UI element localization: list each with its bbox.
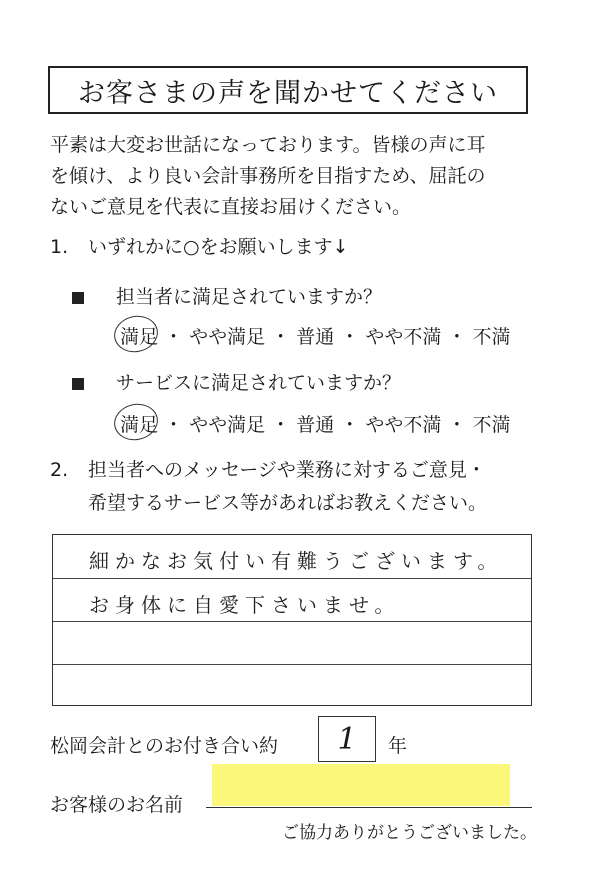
name-field[interactable] xyxy=(212,764,510,806)
name-label: お客様のお名前 xyxy=(50,794,184,816)
question-2-text-line2: 希望するサービス等があればお教えください。 xyxy=(88,492,488,514)
option-neutral[interactable]: 普通 xyxy=(296,414,335,436)
message-box[interactable] xyxy=(52,534,532,706)
intro-text xyxy=(50,130,550,223)
question-1b-options: 満足 ・ やや満足 ・ 普通 ・ やや不満 ・ 不満 xyxy=(120,414,511,436)
ruled-line xyxy=(53,578,531,579)
ruled-line xyxy=(53,664,531,665)
option-somewhat-dissatisfied[interactable]: やや不満 xyxy=(365,414,442,436)
square-bullet-icon xyxy=(72,378,84,390)
question-1-number: 1. xyxy=(50,236,69,258)
option-somewhat-satisfied[interactable]: やや満足 xyxy=(189,326,266,348)
years-unit: 年 xyxy=(388,735,408,757)
option-satisfied[interactable]: 満足 xyxy=(120,414,159,436)
intro-line: 平素は大変お世話になっております。皆様の声に耳 xyxy=(50,134,486,156)
question-1b-label: サービスに満足されていますか？ xyxy=(116,372,402,394)
ruled-line xyxy=(53,621,531,622)
option-dissatisfied[interactable]: 不満 xyxy=(472,414,511,436)
question-2-text-line1: 担当者へのメッセージや業務に対するご意見・ xyxy=(88,459,486,481)
selection-circle-icon xyxy=(111,312,162,356)
question-2 xyxy=(50,454,487,520)
question-1a-options: 満足 ・ やや満足 ・ 普通 ・ やや不満 ・ 不満 xyxy=(120,326,511,348)
thanks-text: ご協力ありがとうございました。 xyxy=(282,823,537,843)
question-1a-label: 担当者に満足されていますか？ xyxy=(116,286,383,308)
option-neutral[interactable]: 普通 xyxy=(296,326,335,348)
form-title: お客さまの声を聞かせてください xyxy=(48,66,528,114)
question-1b xyxy=(72,368,401,395)
option-satisfied[interactable]: 満足 xyxy=(120,326,159,348)
option-somewhat-satisfied[interactable]: やや満足 xyxy=(189,414,266,436)
years-label: 松岡会計とのお付き合い約 xyxy=(50,735,279,757)
option-dissatisfied[interactable]: 不満 xyxy=(472,326,511,348)
question-1-text: いずれかに○をお願いします↓ xyxy=(88,236,349,258)
intro-line: を傾け、より良い会計事務所を目指すため、屈託の xyxy=(50,165,486,187)
years-field[interactable]: 1 xyxy=(318,716,376,762)
question-2-number: 2. xyxy=(50,459,69,481)
selection-circle-icon xyxy=(111,400,162,444)
message-line-1: 細かなお気付い有難うございます。 xyxy=(89,549,504,573)
square-bullet-icon xyxy=(72,292,84,304)
name-underline xyxy=(206,807,532,808)
question-1 xyxy=(50,232,349,259)
option-somewhat-dissatisfied[interactable]: やや不満 xyxy=(365,326,442,348)
intro-line: ないご意見を代表に直接お届けください。 xyxy=(50,196,412,218)
question-1a xyxy=(72,282,382,309)
message-line-2: お身体に自愛下さいませ。 xyxy=(89,593,401,617)
